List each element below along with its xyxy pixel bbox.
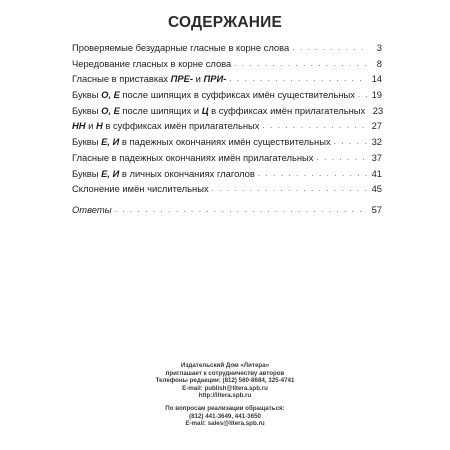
- toc-leader-dots: [212, 181, 367, 197]
- toc-entry-page-number: 23: [372, 104, 384, 116]
- toc-entry: [72, 56, 382, 72]
- toc-entry-label-part: Буквы: [72, 89, 102, 101]
- toc-entry-label: [72, 150, 313, 166]
- toc-entry-label-part: НН: [72, 120, 86, 132]
- toc-entry-label: [72, 181, 209, 197]
- toc-entry: [72, 40, 382, 56]
- toc-entry: [72, 71, 382, 87]
- toc-entry-label-part: ПРИ-: [203, 73, 227, 85]
- toc-entry-page-number: 37: [371, 151, 382, 163]
- toc-entry-page-number: 19: [371, 89, 382, 101]
- toc-entry-label: [72, 40, 289, 56]
- toc-entry: [72, 87, 382, 103]
- toc-entry: [72, 181, 382, 197]
- toc-entry: [72, 134, 382, 150]
- toc-entry-label-part: и: [193, 73, 204, 85]
- toc-entry-label-part: О, Е: [101, 104, 120, 116]
- toc-entry-label-part: О, Е: [101, 89, 120, 101]
- imprint-invite: приглашает к сотрудничеству авторов: [165, 369, 285, 377]
- toc-entry-label-part: Чередование гласных в корне слова: [72, 57, 232, 69]
- toc-entry-label-part: Н: [96, 120, 103, 132]
- toc-entry-label-part: Е, И: [101, 136, 120, 148]
- toc-entry-page-number: 41: [371, 167, 382, 179]
- toc-entry-label: [72, 71, 226, 87]
- toc-leader-dots: [358, 87, 367, 103]
- toc-entry-label-part: Ответы: [72, 203, 112, 215]
- table-of-contents: [72, 40, 382, 218]
- toc-entry-label-part: Буквы: [72, 136, 102, 148]
- imprint-sales-email: E-mail: sales@litera.spb.ru: [185, 420, 265, 428]
- toc-entry-label-part: Гласные в приставках: [72, 73, 171, 85]
- toc-entry: [72, 118, 382, 134]
- toc-entry-page-number: 32: [371, 136, 382, 148]
- toc-entry-label-part: Проверяемые безударные гласные в корне слова: [72, 42, 290, 53]
- toc-leader-dots: [292, 40, 367, 56]
- toc-leader-dots: [316, 150, 367, 166]
- toc-entry-label-part: Ц: [201, 104, 209, 116]
- toc-leader-dots: [115, 202, 367, 218]
- toc-entry: [72, 150, 382, 166]
- toc-entry-label: [72, 56, 231, 72]
- imprint-sales-heading: По вопросам реализации обращаться:: [165, 404, 285, 412]
- toc-entry-label: [72, 118, 259, 134]
- toc-entry-label-part: Е, И: [101, 167, 120, 179]
- toc-entry-label: [72, 134, 331, 150]
- toc-leader-dots: [334, 134, 367, 150]
- toc-entry-label-part: после шипящих и: [119, 104, 202, 116]
- toc-entry-label: [72, 87, 355, 103]
- imprint-website: http://litera.spb.ru: [198, 392, 252, 400]
- toc-entry-page-number: 3: [376, 42, 382, 53]
- imprint-sales-phones: (812) 441-3649, 441-3650: [189, 412, 261, 420]
- toc-entry: [72, 166, 382, 182]
- toc-entry-label-part: в суффиксах имён прилагательных: [102, 120, 260, 132]
- toc-entry: [72, 202, 382, 218]
- toc-entry-label: [72, 166, 255, 182]
- toc-entry: [72, 103, 382, 119]
- toc-entry-label: [72, 202, 112, 218]
- toc-leader-dots: [262, 118, 367, 134]
- toc-entry-label-part: Гласные в падежных окончаниях имён прилагательных: [72, 151, 314, 163]
- toc-entry-label-part: в падежных окончаниях имён существительных: [119, 136, 331, 148]
- toc-entry-page-number: 27: [371, 120, 382, 132]
- toc-leader-dots: [229, 71, 367, 87]
- toc-entry-page-number: 8: [376, 57, 382, 69]
- toc-entry-label-part: и: [85, 120, 96, 132]
- publisher-imprint: [0, 362, 450, 428]
- toc-entry-page-number: 14: [371, 73, 382, 85]
- page-title: СОДЕРЖАНИЕ: [167, 14, 283, 31]
- toc-entry-page-number: 57: [371, 203, 382, 215]
- imprint-editorial-email: E-mail: publish@litera.spb.ru: [182, 384, 268, 392]
- toc-entry-page-number: 45: [371, 183, 382, 195]
- imprint-publisher: Издательский Дом «Литера»: [180, 362, 270, 369]
- toc-entry-label-part: в личных окончаниях глаголов: [119, 167, 255, 179]
- toc-leader-dots: [234, 56, 367, 72]
- toc-entry-label-part: после шипящих в суффиксах имён существительных: [119, 89, 355, 101]
- toc-entry-label-part: в суффиксах имён прилагательных: [208, 104, 366, 116]
- toc-entry-label-part: Буквы: [72, 104, 102, 116]
- toc-entry-label-part: ПРЕ-: [170, 73, 194, 85]
- toc-entry-label-part: Буквы: [72, 167, 102, 179]
- toc-leader-dots: [258, 166, 367, 182]
- imprint-editorial-phones: Телефоны редакции: (812) 560-8684, 325-4741: [155, 377, 295, 385]
- toc-entry-label: [72, 103, 365, 119]
- toc-entry-label-part: Склонение имён числительных: [72, 183, 209, 195]
